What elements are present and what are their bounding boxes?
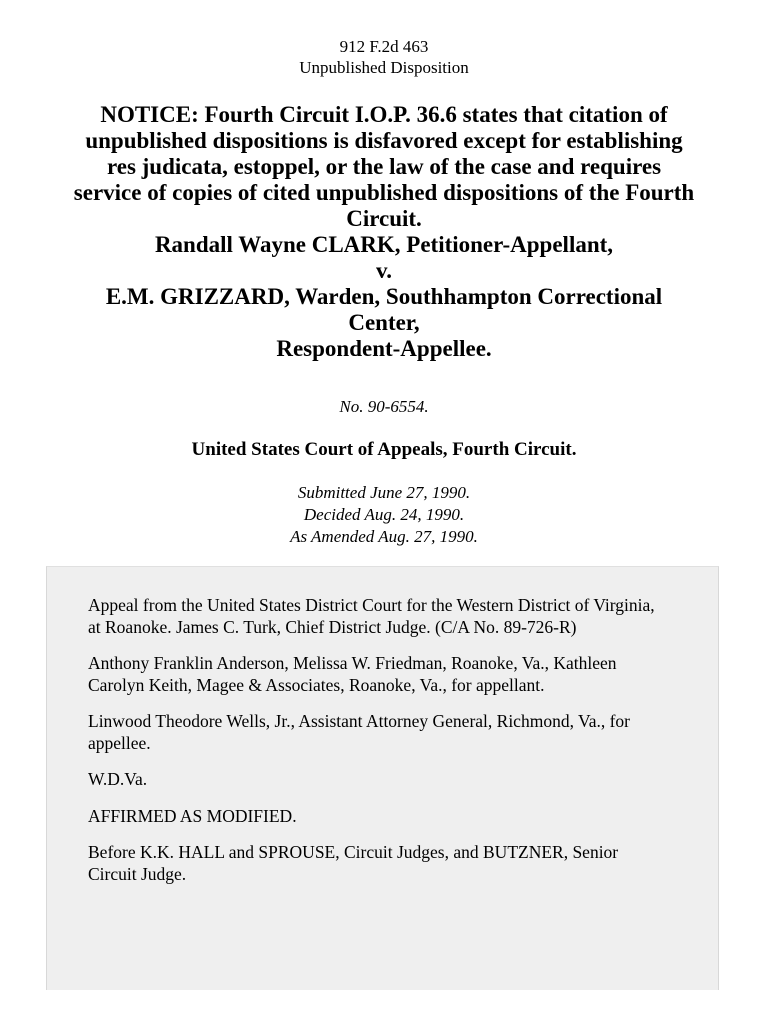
petitioner-name: Randall Wayne CLARK, Petitioner-Appellant,: [154, 232, 614, 257]
amended-date: As Amended Aug. 27, 1990.: [290, 527, 478, 546]
case-dates: [0, 482, 768, 548]
district-abbrev: W.D.Va.: [88, 769, 148, 789]
respondent-name-cont: Center,: [348, 310, 420, 335]
disposition-result: AFFIRMED AS MODIFIED.: [88, 805, 297, 826]
decided-date: Decided Aug. 24, 1990.: [303, 505, 465, 524]
court-name: United States Court of Appeals, Fourth Circuit.: [191, 439, 577, 460]
case-citation: 912 F.2d 463: [339, 37, 429, 56]
submitted-date: Submitted June 27, 1990.: [297, 483, 471, 502]
respondent-role: Respondent-Appellee.: [276, 336, 492, 361]
document-header: [0, 36, 768, 78]
notice-line: unpublished dispositions is disfavored except for establishing: [85, 128, 683, 153]
notice-line: Circuit.: [346, 206, 422, 231]
case-title: [40, 102, 728, 362]
appellant-counsel: Anthony Franklin Anderson, Melissa W. Friedman, Roanoke, Va., Kathleen Carolyn Keith, Magee & Associates, Roanoke, Va., for appellant.: [88, 653, 617, 695]
panel-judges: Before K.K. HALL and SPROUSE, Circuit Judges, and BUTZNER, Senior Circuit Judge.: [88, 842, 619, 884]
respondent-name: E.M. GRIZZARD, Warden, Southhampton Correctional: [105, 284, 663, 309]
appeal-paragraph: Appeal from the United States District Court for the Western District of Virginia, at Roanoke. James C. Turk, Chief District Judge. (C/A No. 89-726-R): [88, 595, 655, 637]
case-details-panel: [46, 566, 719, 990]
notice-line: service of copies of cited unpublished dispositions of the Fourth: [73, 180, 695, 205]
notice-line: res judicata, estoppel, or the law of the case and requires: [106, 154, 662, 179]
notice-line: NOTICE: Fourth Circuit I.O.P. 36.6 states that citation of: [100, 102, 668, 127]
versus: v.: [376, 258, 392, 283]
disposition-label: Unpublished Disposition: [299, 58, 469, 77]
docket-number: No. 90-6554.: [339, 397, 429, 416]
appellee-counsel: Linwood Theodore Wells, Jr., Assistant Attorney General, Richmond, Va., for appellee.: [88, 711, 630, 753]
